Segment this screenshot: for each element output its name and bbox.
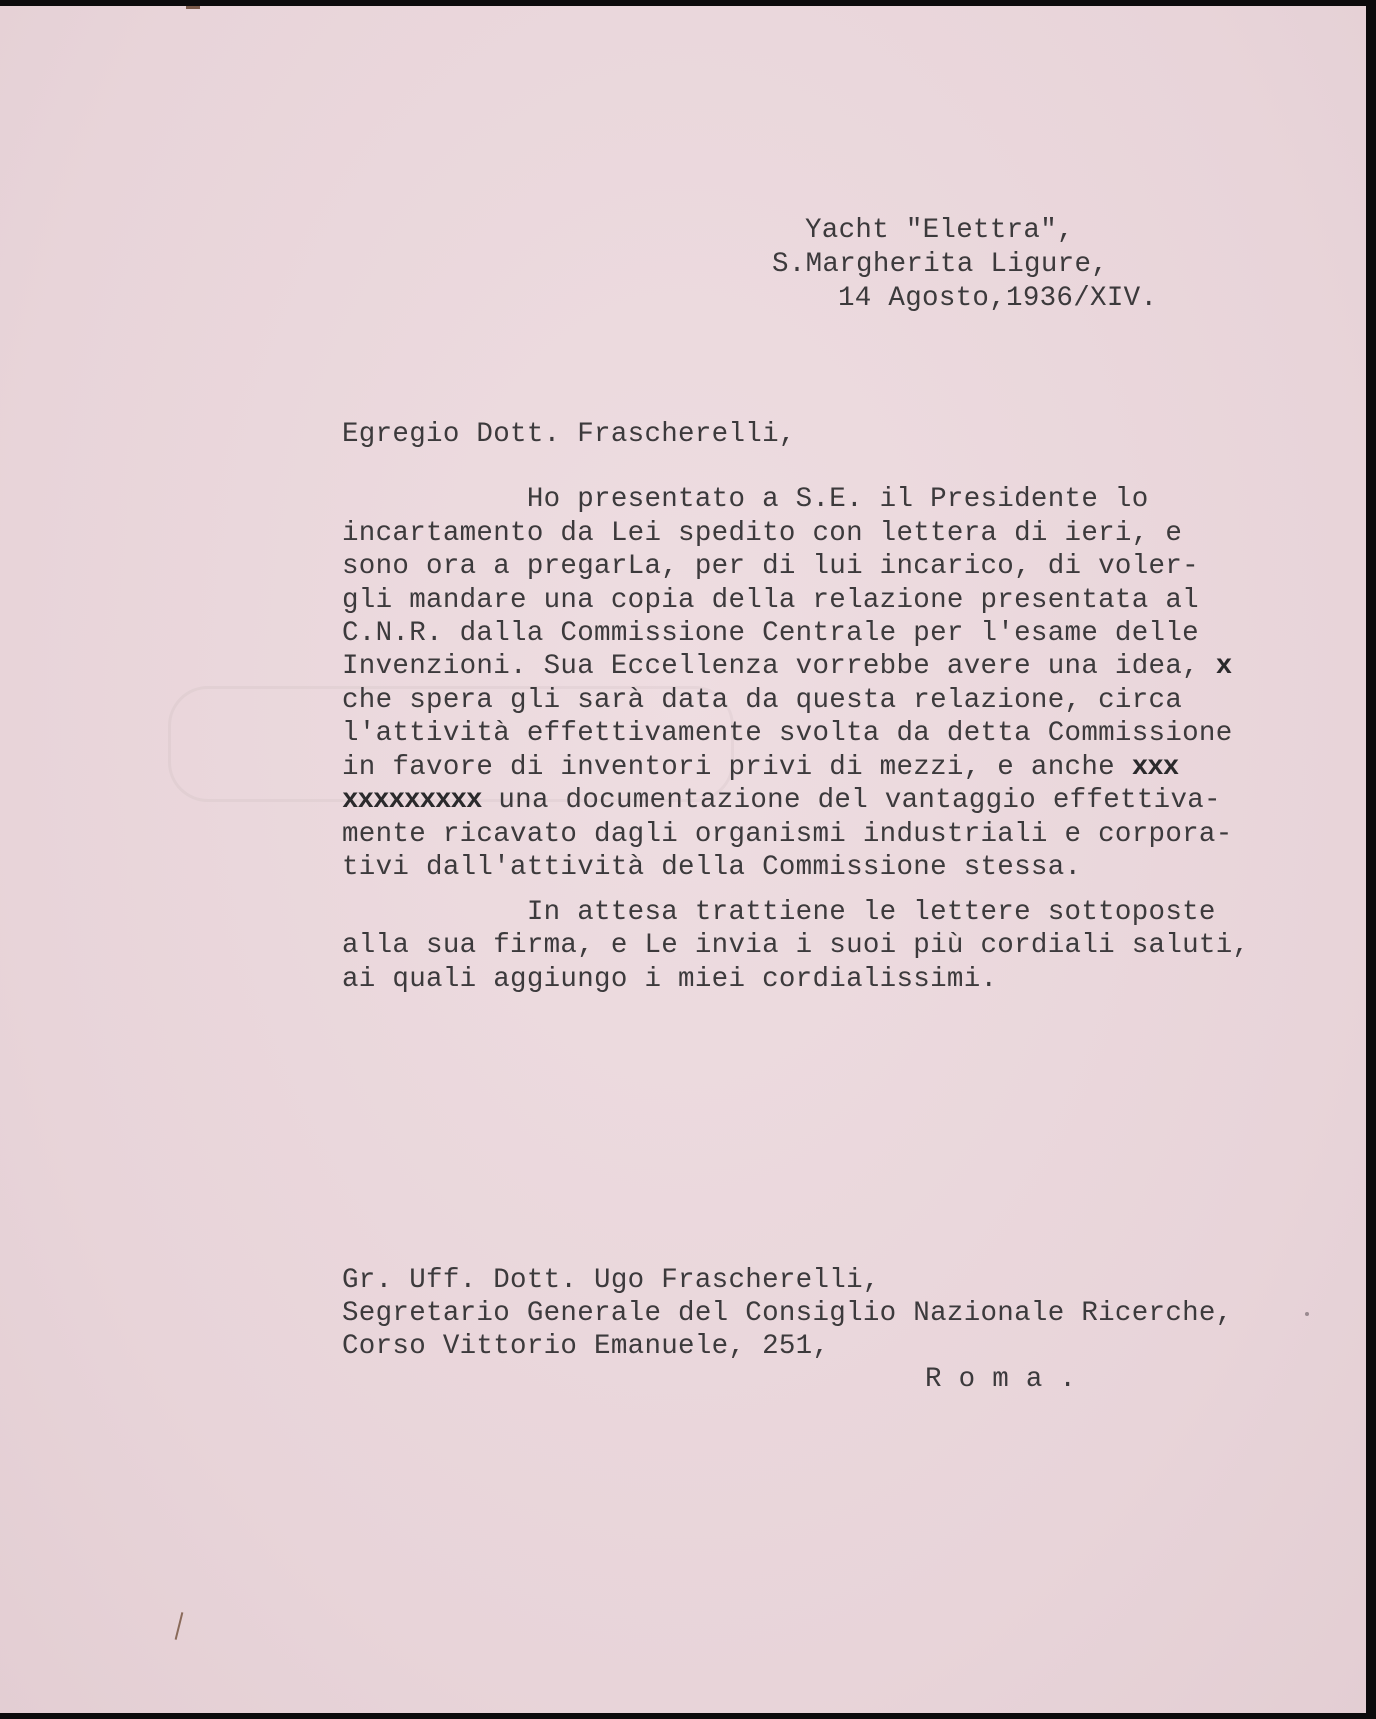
edge-mark bbox=[186, 6, 200, 9]
paragraph2-line: In attesa trattiene le lettere sottoposte bbox=[342, 897, 1216, 928]
paragraph1-line: incartamento da Lei spedito con lettera di ieri, e bbox=[342, 518, 1183, 549]
paragraph1-text: in favore di inventori privi di mezzi, e anche bbox=[342, 752, 1132, 783]
strikeout-long: xxxxxxxxx bbox=[342, 785, 482, 816]
paragraph2-line: ai quali aggiungo i miei cordialissimi. bbox=[342, 964, 998, 995]
paper-speck bbox=[1305, 1312, 1309, 1316]
address-street: Corso Vittorio Emanuele, 251, bbox=[342, 1331, 830, 1362]
paragraph1-text: una documentazione del vantaggio effettiva- bbox=[481, 785, 1221, 816]
paragraph2-line: alla sua firma, e Le invia i suoi più cordiali saluti, bbox=[342, 930, 1250, 961]
address-name: Gr. Uff. Dott. Ugo Frascherelli, bbox=[342, 1265, 880, 1296]
pencil-mark bbox=[175, 1612, 184, 1640]
paragraph1-line: C.N.R. dalla Commissione Centrale per l'esame delle bbox=[342, 618, 1199, 649]
strikeout-xxx: xxx bbox=[1131, 752, 1179, 783]
paragraph1-line: sono ora a pregarLa, per di lui incarico, di voler- bbox=[342, 551, 1199, 582]
paragraph1-line bbox=[342, 650, 1231, 683]
paragraph1-line: tivi dall'attività della Commissione stessa. bbox=[342, 852, 1082, 883]
paragraph1-line: mente ricavato dagli organismi industriali e corpora- bbox=[342, 819, 1233, 850]
paragraph1-line: Ho presentato a S.E. il Presidente lo bbox=[342, 484, 1149, 515]
paragraph1-line: l'attività effettivamente svolta da detta Commissione bbox=[342, 718, 1233, 749]
header-place-town: S.Margherita Ligure, bbox=[772, 249, 1109, 280]
paragraph1-line: che spera gli sarà data da questa relazione, circa bbox=[342, 685, 1183, 716]
letter-page bbox=[0, 6, 1366, 1713]
header-date: 14 Agosto,1936/XIV. bbox=[838, 283, 1158, 314]
salutation: Egregio Dott. Frascherelli, bbox=[342, 419, 796, 450]
paragraph1-line: gli mandare una copia della relazione presentata al bbox=[342, 585, 1199, 616]
address-city: R o m a . bbox=[925, 1364, 1077, 1395]
address-title: Segretario Generale del Consiglio Nazionale Ricerche, bbox=[342, 1298, 1233, 1329]
paragraph1-line bbox=[342, 784, 1221, 817]
paragraph1-line bbox=[342, 751, 1178, 784]
paragraph1-text: Invenzioni. Sua Eccellenza vorrebbe avere una idea, bbox=[342, 651, 1216, 682]
strikeout-x: x bbox=[1215, 651, 1232, 682]
header-place-yacht: Yacht "Elettra", bbox=[805, 215, 1074, 246]
